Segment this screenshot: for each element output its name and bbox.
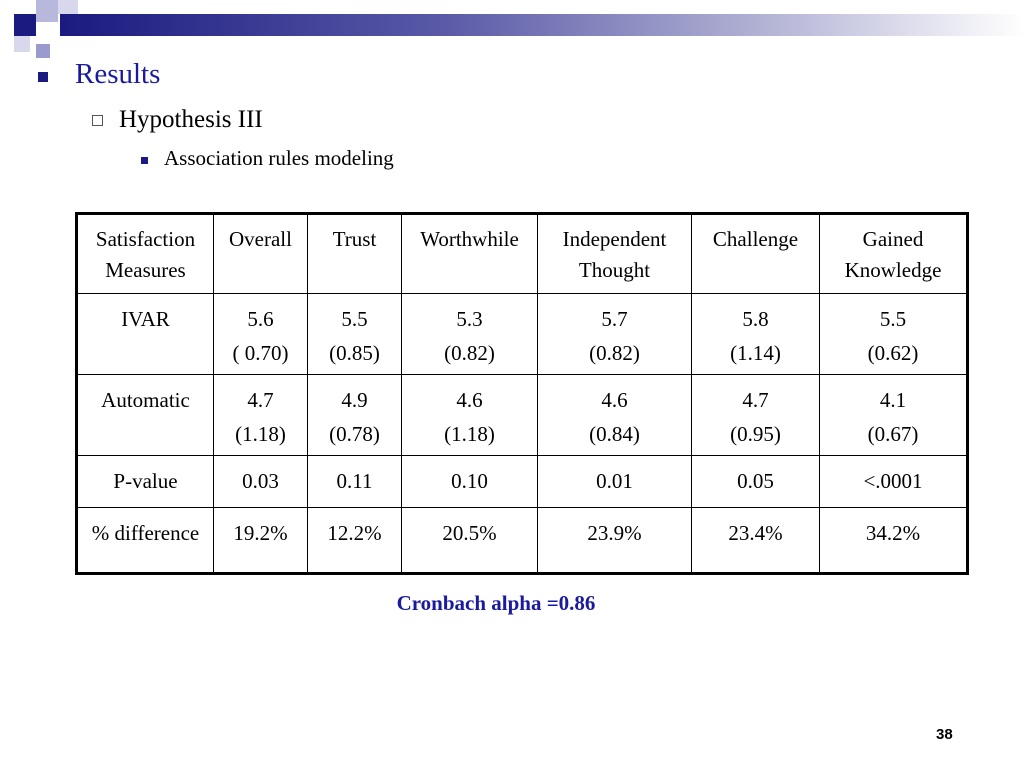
cell-difference-worthwhile: 20.5% [402, 508, 538, 574]
header-satisfaction-measures: Satisfaction Measures [77, 214, 214, 294]
cell-automatic-trust: 4.9 (0.78) [308, 375, 402, 456]
bullet-small-square-icon [141, 157, 148, 164]
header-worthwhile: Worthwhile [402, 214, 538, 294]
cell-automatic-worthwhile: 4.6 (1.18) [402, 375, 538, 456]
cell-difference-challenge: 23.4% [692, 508, 820, 574]
header-square-mid [36, 44, 50, 58]
header-gradient-bar [60, 14, 1024, 36]
header-square-pale [14, 36, 30, 52]
cell-pvalue-independent: 0.01 [538, 456, 692, 508]
cell-difference-overall: 19.2% [214, 508, 308, 574]
slide-title: Results [75, 58, 161, 90]
table-row-automatic [77, 375, 968, 456]
bullet-square-icon [38, 72, 48, 82]
table-header-row [77, 214, 968, 294]
header-trust: Trust [308, 214, 402, 294]
cell-pvalue-gained: <.0001 [820, 456, 968, 508]
cell-difference-trust: 12.2% [308, 508, 402, 574]
row-label-difference: % difference [77, 508, 214, 574]
cell-automatic-gained: 4.1 (0.67) [820, 375, 968, 456]
cell-ivar-challenge: 5.8 (1.14) [692, 294, 820, 375]
cell-automatic-challenge: 4.7 (0.95) [692, 375, 820, 456]
cell-ivar-worthwhile: 5.3 (0.82) [402, 294, 538, 375]
slide-subtitle: Hypothesis III [119, 106, 263, 133]
cell-ivar-independent: 5.7 (0.82) [538, 294, 692, 375]
cell-ivar-trust: 5.5 (0.85) [308, 294, 402, 375]
table-row-pvalue [77, 456, 968, 508]
row-label-ivar: IVAR [77, 294, 214, 375]
table-row-ivar [77, 294, 968, 375]
cell-difference-independent: 23.9% [538, 508, 692, 574]
slide-sub-subtitle: Association rules modeling [164, 146, 394, 170]
header-square-light [36, 0, 58, 22]
cell-pvalue-trust: 0.11 [308, 456, 402, 508]
header-independent-thought: Independent Thought [538, 214, 692, 294]
bullet-hollow-square-icon [92, 115, 103, 126]
header-challenge: Challenge [692, 214, 820, 294]
row-label-automatic: Automatic [77, 375, 214, 456]
header-overall: Overall [214, 214, 308, 294]
header-square-dark [14, 14, 36, 36]
cell-automatic-independent: 4.6 (0.84) [538, 375, 692, 456]
cell-automatic-overall: 4.7 (1.18) [214, 375, 308, 456]
cell-ivar-overall: 5.6 ( 0.70) [214, 294, 308, 375]
cell-pvalue-worthwhile: 0.10 [402, 456, 538, 508]
header-gained-knowledge: Gained Knowledge [820, 214, 968, 294]
header-square-small [58, 0, 78, 14]
cell-pvalue-overall: 0.03 [214, 456, 308, 508]
cronbach-alpha-note: Cronbach alpha =0.86 [396, 591, 596, 615]
table-row-difference [77, 508, 968, 574]
results-table [75, 212, 969, 575]
cell-pvalue-challenge: 0.05 [692, 456, 820, 508]
cell-ivar-gained: 5.5 (0.62) [820, 294, 968, 375]
row-label-pvalue: P-value [77, 456, 214, 508]
cell-difference-gained: 34.2% [820, 508, 968, 574]
page-number: 38 [936, 726, 953, 743]
